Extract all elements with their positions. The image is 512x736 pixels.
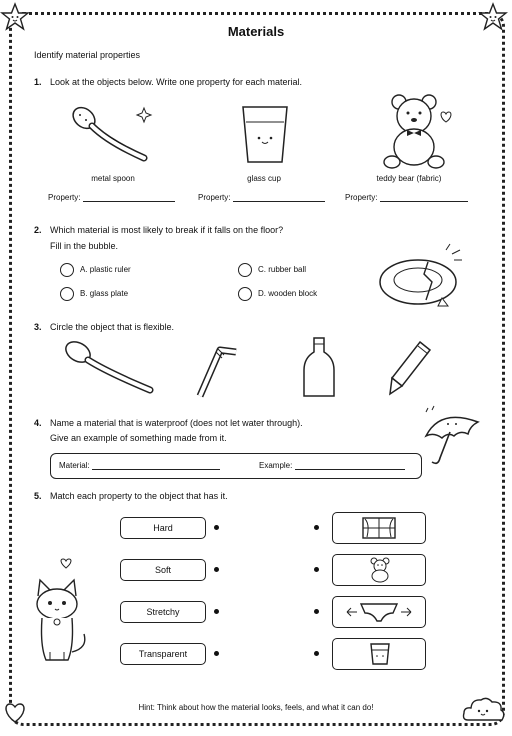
question-5: 5. Match each property to the object that has it. — [34, 491, 228, 501]
question-2: 2. Which material is most likely to break if it falls on the floor? — [34, 225, 284, 235]
property-box-soft[interactable]: Soft — [120, 559, 206, 581]
question-4-instruction: Give an example of something made from it. — [50, 433, 227, 443]
option-a[interactable]: A. plastic ruler — [60, 263, 131, 277]
match-dot[interactable] — [314, 609, 319, 614]
stretchy-pants-icon — [345, 601, 413, 623]
question-3: 3. Circle the object that is flexible. — [34, 322, 175, 332]
object-box-window[interactable] — [332, 512, 426, 544]
page-subtitle: Identify material properties — [34, 50, 141, 60]
match-dot[interactable] — [214, 609, 219, 614]
question-4: 4. Name a material that is waterproof (does not let water through). — [34, 418, 303, 428]
object-box-teddy[interactable] — [332, 554, 426, 586]
match-dot[interactable] — [314, 567, 319, 572]
match-dot[interactable] — [214, 525, 219, 530]
match-dot[interactable] — [214, 567, 219, 572]
object-label: glass cup — [247, 174, 281, 183]
match-dot[interactable] — [314, 651, 319, 656]
umbrella-icon — [420, 404, 490, 472]
option-d[interactable]: D. wooden block — [238, 287, 317, 301]
pencil-icon[interactable] — [388, 338, 434, 398]
property-box-transparent[interactable]: Transparent — [120, 643, 206, 665]
object-label: teddy bear (fabric) — [376, 174, 442, 183]
object-box-pants[interactable] — [332, 596, 426, 628]
spoon-icon[interactable] — [62, 338, 162, 398]
question-1: 1. Look at the objects below. Write one property for each material. — [34, 77, 302, 87]
straw-icon[interactable] — [192, 338, 242, 400]
bottle-icon[interactable] — [302, 336, 336, 400]
property-field[interactable]: Property: — [345, 193, 468, 202]
match-dot[interactable] — [314, 525, 319, 530]
cat-icon — [26, 556, 92, 668]
match-dot[interactable] — [214, 651, 219, 656]
window-icon — [361, 516, 397, 540]
glass-cup-icon — [240, 104, 290, 166]
object-box-glass[interactable] — [332, 638, 426, 670]
option-b[interactable]: B. glass plate — [60, 287, 128, 301]
question-2-instruction: Fill in the bubble. — [50, 241, 119, 251]
teddy-bear-icon — [376, 92, 456, 172]
property-field[interactable]: Property: — [198, 193, 325, 202]
property-field[interactable]: Property: — [48, 193, 175, 202]
glass-cup-icon — [369, 642, 391, 666]
metal-spoon-icon — [68, 100, 158, 170]
property-box-stretchy[interactable]: Stretchy — [120, 601, 206, 623]
answer-box — [50, 453, 422, 479]
hint-text: Hint: Think about how the material looks, feels, and what it can do! — [138, 703, 374, 712]
page-title: Materials — [227, 24, 285, 39]
option-c[interactable]: C. rubber ball — [238, 263, 306, 277]
teddy-bear-icon — [367, 557, 393, 583]
property-box-hard[interactable]: Hard — [120, 517, 206, 539]
object-label: metal spoon — [91, 174, 135, 183]
broken-plate-icon — [376, 240, 472, 312]
material-field[interactable]: Material: — [59, 461, 220, 470]
example-field[interactable]: Example: — [259, 461, 405, 470]
